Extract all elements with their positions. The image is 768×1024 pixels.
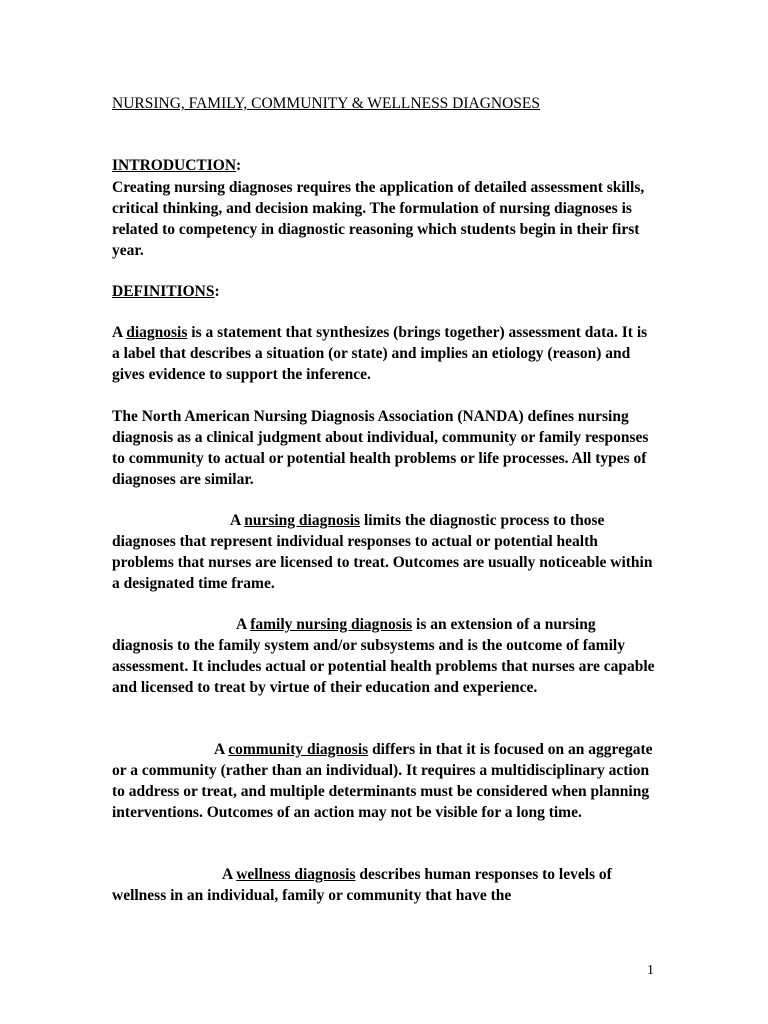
community-diagnosis-text: differs in that it is focused on an aggregate or a community (rather than an individual). It requires a multidisciplinary action to address or treat, and multiple determinants must be considered when planning interventions. Outcomes of an action may not be visible for a long time. [112, 741, 653, 821]
wellness-diagnosis-definition [112, 864, 657, 906]
diagnosis-term: diagnosis [126, 324, 188, 341]
wellness-diagnosis-text: describes human responses to levels of wellness in an individual, family or community that have the [112, 866, 612, 904]
diagnosis-definition-lead: A [112, 324, 127, 341]
document-title: NURSING, FAMILY, COMMUNITY & WELLNESS DIAGNOSES [112, 95, 541, 112]
nursing-diagnosis-term: nursing diagnosis [244, 512, 361, 529]
community-diagnosis-definition [112, 739, 657, 823]
family-nursing-diagnosis-definition [112, 614, 657, 698]
introduction-heading [112, 155, 672, 176]
introduction-body: Creating nursing diagnoses requires the application of detailed assessment skills, critical thinking, and decision making. The formulation of nursing diagnoses is related to competency in diagnostic reasoning which students begin in their first year. [112, 179, 645, 259]
definitions-heading-colon: : [214, 283, 220, 300]
community-diagnosis-term: community diagnosis [228, 741, 369, 758]
family-nursing-diagnosis-text: is an extension of a nursing diagnosis to the family system and/or subsystems and is the outcome of family assessment. It includes actual or potential health problems that nurses are capable and licensed to treat by virtue of their education and experience. [112, 616, 655, 696]
page-number: 1 [647, 963, 654, 978]
family-nursing-diagnosis-lead: A [236, 616, 251, 633]
family-nursing-diagnosis-term: family nursing diagnosis [250, 616, 413, 633]
wellness-diagnosis-term: wellness diagnosis [236, 866, 356, 883]
community-diagnosis-lead: A [214, 741, 229, 758]
diagnosis-definition [112, 322, 657, 385]
introduction-heading-text: INTRODUCTION [112, 157, 237, 174]
nursing-diagnosis-text: limits the diagnostic process to those diagnoses that represent individual responses to actual or potential health problems that nurses are licensed to treat. Outcomes are usually noticeable within a designated time frame. [112, 512, 653, 592]
wellness-diagnosis-lead: A [222, 866, 237, 883]
diagnosis-definition-text: is a statement that synthesizes (brings together) assessment data. It is a label that describes a situation (or state) and implies an etiology (reason) and gives evidence to support the inference. [112, 324, 648, 383]
definitions-heading [112, 281, 672, 302]
nursing-diagnosis-lead: A [230, 512, 245, 529]
nanda-definition: The North American Nursing Diagnosis Association (NANDA) defines nursing diagnosis as a clinical judgment about individual, community or family responses to community to actual or potential health problems or life processes. All types of diagnoses are similar. [112, 408, 649, 488]
nursing-diagnosis-definition [112, 510, 657, 594]
introduction-heading-colon: : [236, 157, 242, 174]
definitions-heading-text: DEFINITIONS [112, 283, 215, 300]
